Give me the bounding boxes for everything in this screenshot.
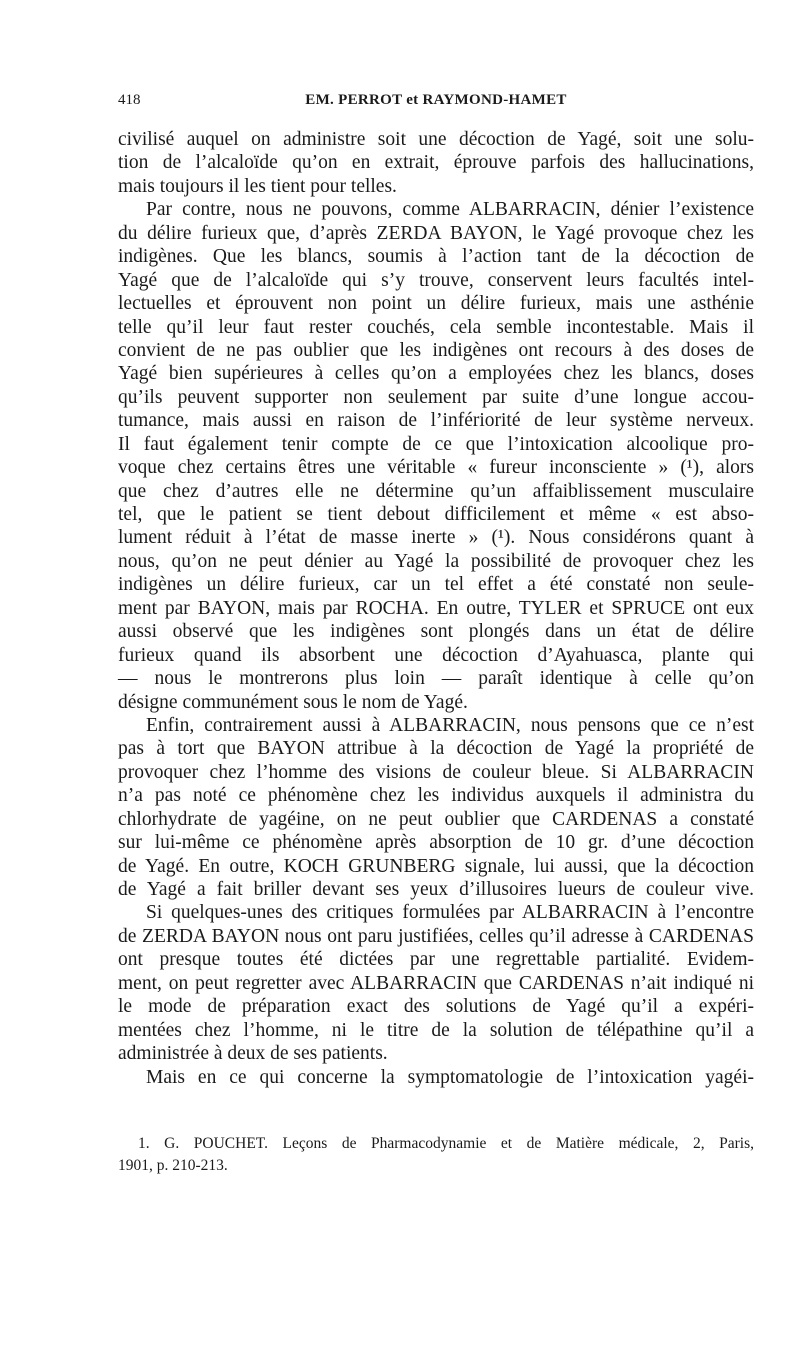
text-line: de Yagé a fait briller devant ses yeux d’illusoires lueurs de couleur vive. bbox=[118, 879, 754, 900]
page-number: 418 bbox=[118, 92, 141, 108]
text-line: — nous le montrerons plus loin — paraît identique à celle qu’on bbox=[118, 668, 754, 690]
text-line: chlorhydrate de yagéine, on ne peut oublier que CARDENAS a constaté bbox=[118, 808, 754, 830]
text-line: de Yagé. En outre, KOCH GRUNBERG signale, lui aussi, que la décoction bbox=[118, 855, 754, 877]
text-line: Mais en ce qui concerne la symptomatologie de l’intoxication yagéi- bbox=[146, 1066, 754, 1088]
text-line: telle qu’il leur faut rester couchés, cela semble incontestable. Mais il bbox=[118, 316, 754, 338]
running-title: EM. PERROT et RAYMOND-HAMET bbox=[305, 92, 567, 108]
text-line: ont presque toutes été dictées par une regrettable partialité. Evidem- bbox=[118, 949, 754, 971]
text-line: Si quelques-unes des critiques formulées par ALBARRACIN à l’encontre bbox=[146, 902, 754, 924]
text-line: tel, que le patient se tient debout difficilement et même « est abso- bbox=[118, 504, 754, 525]
text-line: tion de l’alcaloïde qu’on en extrait, éprouve parfois des hallucinations, bbox=[118, 152, 754, 174]
footnote-line: 1901, p. 210-213. bbox=[118, 1157, 228, 1174]
text-line: Yagé bien supérieures à celles qu’on a employées chez les blancs, doses bbox=[118, 363, 754, 385]
text-line: Enfin, contrairement aussi à ALBARRACIN, nous pensons que ce n’est bbox=[146, 714, 754, 736]
text-line: mais toujours il les tient pour telles. bbox=[118, 175, 397, 197]
text-line: provoquer chez l’homme des visions de couleur bleue. Si ALBARRACIN bbox=[118, 761, 754, 783]
text-line: ment par BAYON, mais par ROCHA. En outre, TYLER et SPRUCE ont eux bbox=[118, 597, 754, 619]
text-line: indigènes. Que les blancs, soumis à l’action tant de la décoction de bbox=[118, 246, 754, 268]
text-line: que chez d’autres elle ne détermine qu’un affaiblissement musculaire bbox=[118, 480, 754, 502]
text-line: de ZERDA BAYON nous ont paru justifiées, celles qu’il adresse à CARDENAS bbox=[118, 925, 754, 947]
text-line: Yagé que de l’alcaloïde qui s’y trouve, conservent leurs facultés intel- bbox=[118, 269, 754, 291]
text-line: lectuelles et éprouvent non point un délire furieux, mais une asthénie bbox=[118, 293, 754, 315]
text-line: convient de ne pas oublier que les indigènes ont recours à des doses de bbox=[118, 339, 754, 361]
text-line: civilisé auquel on administre soit une décoction de Yagé, soit une solu- bbox=[118, 129, 754, 150]
body-text bbox=[118, 128, 754, 1089]
text-line: nous, qu’on ne peut dénier au Yagé la possibilité de provoquer chez les bbox=[118, 550, 754, 572]
footnote bbox=[118, 1133, 754, 1177]
text-line: ment, on peut regretter avec ALBARRACIN que CARDENAS n’ait indiqué ni bbox=[118, 972, 754, 994]
text-line: administrée à deux de ses patients. bbox=[118, 1043, 388, 1065]
text-line: Par contre, nous ne pouvons, comme ALBARRACIN, dénier l’existence bbox=[146, 199, 754, 221]
text-line: aussi observé que les indigènes sont plongés dans un état de délire bbox=[118, 621, 754, 643]
text-line: tumance, mais aussi en raison de l’infériorité de leur système nerveux. bbox=[118, 410, 754, 432]
footnote-line: 1. G. POUCHET. Leçons de Pharmacodynamie et de Matière médicale, 2, Paris, bbox=[138, 1135, 754, 1152]
page-header bbox=[118, 92, 754, 114]
text-line: n’a pas noté ce phénomène chez les individus auxquels il administra du bbox=[118, 785, 754, 807]
text-line: sur lui-même ce phénomène après absorption de 10 gr. d’une décoction bbox=[118, 832, 754, 854]
text-line: le mode de préparation exact des solutions de Yagé qu’il a expéri- bbox=[118, 996, 754, 1018]
text-line: Il faut également tenir compte de ce que l’intoxication alcoolique pro- bbox=[118, 433, 754, 455]
text-line: indigènes un délire furieux, car un tel effet a été constaté non seule- bbox=[118, 574, 754, 596]
text-line: mentées chez l’homme, ni le titre de la solution de télépathine qu’il a bbox=[118, 1019, 754, 1041]
text-line: qu’ils peuvent supporter non seulement par suite d’une longue accou- bbox=[118, 386, 754, 408]
text-line: voque chez certains êtres une véritable « fureur inconsciente » (¹), alors bbox=[118, 457, 754, 479]
text-line: du délire furieux que, d’après ZERDA BAYON, le Yagé provoque chez les bbox=[118, 222, 754, 244]
text-line: lument réduit à l’état de masse inerte » (¹). Nous considérons quant à bbox=[118, 527, 754, 549]
text-line: pas à tort que BAYON attribue à la décoction de Yagé la propriété de bbox=[118, 738, 754, 760]
text-line: désigne communément sous le nom de Yagé. bbox=[118, 691, 468, 713]
text-line: furieux quand ils absorbent une décoction d’Ayahuasca, plante qui bbox=[118, 644, 754, 666]
